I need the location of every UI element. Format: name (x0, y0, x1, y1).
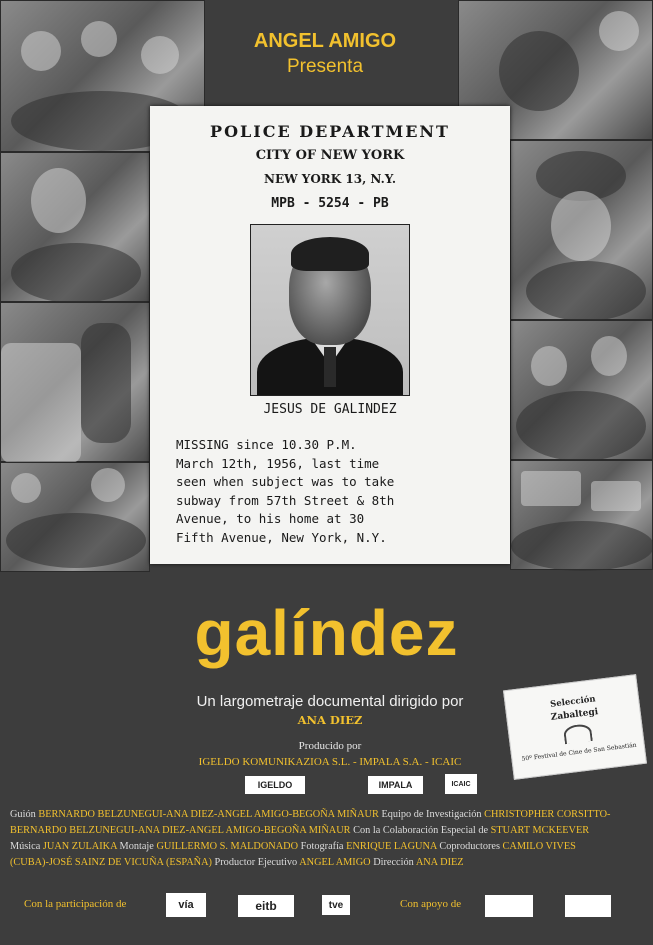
badge-festival: 50º Festival de Cine de San Sebastián (521, 741, 637, 763)
photo-man-glasses (0, 152, 150, 302)
badge-selection: Selección (549, 694, 597, 710)
missing-line: MISSING since 10.30 P.M. (176, 437, 357, 452)
produced-by-label: Producido por (298, 740, 362, 752)
film-title: galíndez (194, 597, 459, 669)
missing-person-card (150, 106, 510, 564)
via-logo: vía (166, 893, 206, 917)
presenter-name: ANGEL AMIGO (253, 30, 397, 52)
mugshot-photo (250, 224, 410, 396)
photo-airplane-stairs (0, 302, 150, 462)
shell-icon (563, 723, 593, 744)
film-subtitle: Un largometraje documental dirigido por (196, 693, 464, 710)
card-address: NEW YORK 13, N.Y. (264, 172, 396, 186)
missing-line: subway from 57th Street & 8th (176, 492, 395, 508)
credits-line-2: BERNARDO BELZUNEGUI-ANA DIEZ-ANGEL AMIGO-BEGOÑA MIÑAUR Con la Colaboración Especial de STUART MCKEEVER (10, 825, 590, 836)
photo-two-men (510, 320, 653, 460)
photo-protest (510, 460, 653, 570)
director-name: ANA DIEZ (297, 713, 363, 727)
card-department: POLICE DEPARTMENT (210, 122, 450, 141)
missing-description (176, 436, 506, 547)
credits-line-4: (CUBA)-JOSÉ SAINZ DE VICUÑA (ESPAÑA) Productor Ejecutivo ANGEL AMIGO Dirección ANA DIEZ (10, 857, 464, 868)
credits-line-1: Guión BERNARDO BELZUNEGUI-ANA DIEZ-ANGEL AMIGO-BEGOÑA MIÑAUR Equipo de Investigación CHRISTOPHER CORSITTO- (10, 809, 611, 820)
festival-selection-badge (503, 674, 647, 780)
badge-section: Zabaltegi (550, 707, 599, 723)
institute-logo (565, 895, 611, 917)
credits-line-3: Música JUAN ZULAIKA Montaje GUILLERMO S. MALDONADO Fotografía ENRIQUE LAGUNA Coproductores CAMILO VIVES (10, 841, 576, 852)
card-city: CITY OF NEW YORK (255, 148, 405, 163)
support-label: Con apoyo de (400, 898, 462, 910)
impala-logo: IMPALA (368, 776, 423, 794)
tve-logo: tve (322, 895, 350, 915)
igeldo-logo: IGELDO (245, 776, 305, 794)
missing-line: Fifth Avenue, New York, N.Y. (176, 529, 387, 545)
missing-line: March 12th, 1956, last time (176, 455, 380, 471)
photo-meeting (0, 462, 150, 572)
producers-list: IGELDO KOMUNIKAZIOA S.L. - IMPALA S.A. - ICAIC (198, 756, 462, 768)
ministry-logo (485, 895, 533, 917)
missing-person-name: JESUS DE GALINDEZ (263, 402, 397, 417)
credits-block (10, 807, 650, 871)
missing-line: Avenue, to his home at 30 (176, 511, 365, 526)
participation-label: Con la participación de (24, 898, 127, 910)
presents-label: Presenta (286, 56, 364, 77)
icaic-logo: ICAIC (445, 774, 477, 794)
missing-line: seen when subject was to take (176, 474, 395, 489)
eitb-logo: eitb (238, 895, 294, 917)
photo-woman-beret (510, 140, 653, 320)
card-code: MPB - 5254 - PB (271, 196, 389, 211)
